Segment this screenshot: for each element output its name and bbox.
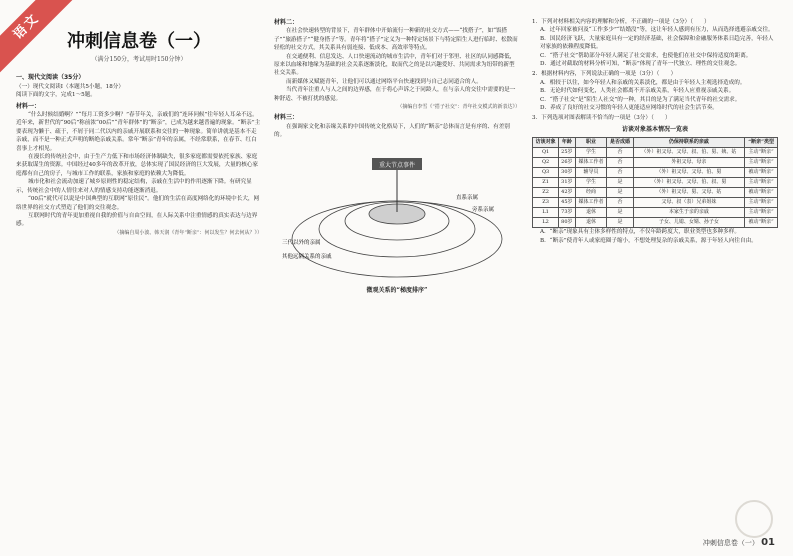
q2-option-d: D．养成了良好的社交习惯的年轻人更能适应网络时代的社会生活节奏。 — [540, 105, 718, 112]
paragraph: “00后”就代可以说是中国典型的互联网“原住民”。他们的生活在高度网络化的环境中长大，网络世界的社交方式塑造了他们的交往观念。 — [16, 196, 260, 211]
table-cell: Q1 — [533, 148, 559, 158]
table-cell: 是 — [607, 178, 633, 188]
subject-ribbon: 语文 — [0, 0, 75, 75]
table-header-row — [533, 138, 778, 148]
table-cell: （外）祖父母、父母、叔、伯、舅、姨、姑 — [633, 148, 745, 158]
header-cell: 仍保持联系的亲戚 — [633, 138, 745, 148]
table-cell: 否 — [607, 158, 633, 168]
table-cell: 是 — [607, 218, 633, 228]
table-row — [533, 178, 778, 188]
q1-option-c: C．“搭子社交”帮助部分年轻人满足了社交需求，也使他们在社交中保持适度的距离。 — [540, 52, 752, 59]
table-cell: 被动“断亲” — [745, 218, 778, 228]
q1-option-b: B．国民经济飞跃，大量家庭具有一定的经济基础，社会保障和金融服务体系日趋完善，年轻人对家族的依赖程度降低。 — [540, 35, 774, 51]
table-cell: 退休 — [575, 218, 607, 228]
table-cell: 本家生于亲的亲戚 — [633, 208, 745, 218]
question-2: 2．根据材料内容，下列说法正确的一项是（3分）（ ） — [532, 71, 677, 78]
header-cell: 访谈对象 — [533, 138, 559, 148]
table-cell: Q2 — [533, 158, 559, 168]
material-3-label: 材料三： — [274, 114, 299, 122]
label-ring1: 直系亲属 — [456, 194, 479, 201]
table-cell: 否 — [607, 148, 633, 158]
table-cell: 31岁 — [559, 178, 575, 188]
table-cell: 学生 — [575, 178, 607, 188]
table-cell: 媒体工作者 — [575, 158, 607, 168]
watermark-stamp — [735, 500, 773, 538]
table-cell: 否 — [607, 168, 633, 178]
figure-caption: 微观关系的“梯度排序” — [366, 287, 428, 295]
table-cell: 是 — [607, 188, 633, 198]
label-ring3: 三代以外的亲属 — [282, 239, 321, 246]
center-label: 重大节点事件 — [378, 161, 416, 169]
table-cell: 外祖父母、母亲 — [633, 158, 745, 168]
table-cell: 主动“断亲” — [745, 178, 778, 188]
table-cell: 73岁 — [559, 208, 575, 218]
table-cell: L2 — [533, 218, 559, 228]
table-cell: （外）祖父母、父母、伯、舅 — [633, 168, 745, 178]
table-cell: 媒体工作者 — [575, 198, 607, 208]
table-cell: 25岁 — [559, 148, 575, 158]
table-cell: 30岁 — [559, 168, 575, 178]
table-cell: 退休 — [575, 208, 607, 218]
source-note: （摘编自李雪《“搭子社交”：青年社交模式的新表达》） — [397, 104, 520, 111]
table-cell: 经商 — [575, 188, 607, 198]
table-row — [533, 148, 778, 158]
label-ring4: 其他远隔关系的亲戚 — [282, 253, 332, 260]
table-cell: Z1 — [533, 178, 559, 188]
table-cell: 主动“断亲” — [745, 158, 778, 168]
instruction: 阅读下面的文字，完成1～5题。 — [16, 92, 96, 99]
table-cell: 父母、叔（表）兄弟姐妹 — [633, 198, 745, 208]
source-note: （摘编自周小波、韩天润《青年“断亲”：何以发生？何去何从？》） — [114, 229, 262, 236]
material-2-label: 材料二： — [274, 19, 299, 26]
q1-option-d: D．通过对截取的材料分析可知，“断亲”体现了青年一代独立、理性的交往观念。 — [540, 61, 741, 68]
table-body — [533, 148, 778, 228]
table-cell: （外）祖父母、舅、父母、姑 — [633, 188, 745, 198]
table-cell: 被动“断亲” — [745, 168, 778, 178]
table-cell: 45岁 — [559, 198, 575, 208]
page-footer — [703, 537, 775, 548]
q1-option-a: A．过年回家被问及“工作多少”“结婚没”等，这让年轻人感到有压力，从而选择逃避亲戚交往。 — [540, 27, 774, 34]
table-row — [533, 208, 778, 218]
paragraph: 在强调家文化和亲缘关系的中国传统文化格局下，人们的“断亲”总体而言是有序的、有差别的。 — [274, 123, 510, 139]
relation-diagram-svg — [274, 144, 520, 284]
table-cell: 学生 — [575, 148, 607, 158]
header-cell: “断亲”类型 — [745, 138, 778, 148]
table-cell: 42岁 — [559, 188, 575, 198]
header-cell: 是否成婚 — [607, 138, 633, 148]
table-cell: 子女、儿媳、女婿、孙子女 — [633, 218, 745, 228]
table-cell: 26岁 — [559, 158, 575, 168]
table-row — [533, 168, 778, 178]
table-cell: 80岁 — [559, 218, 575, 228]
table-cell: Q3 — [533, 168, 559, 178]
table-cell: 否 — [607, 198, 633, 208]
question-1: 1．下列对材料相关内容的理解和分析，不正确的一项是（3分）（ ） — [532, 19, 710, 25]
q3-option-a: A．“断亲”现象具有主体多样性的特点，不仅年龄跨度大，职业类型也多种多样。 — [540, 229, 740, 236]
subsection-heading: （一）现代文阅读Ⅰ（本题共5小题，18分） — [16, 83, 124, 90]
table-cell: L1 — [533, 208, 559, 218]
table-cell: 是 — [607, 208, 633, 218]
table-cell: 被动“断亲” — [745, 188, 778, 198]
exam-title: 冲刺信息卷（一） — [67, 31, 211, 52]
table-row — [533, 198, 778, 208]
page-number: 01 — [761, 537, 775, 548]
table-row — [533, 218, 778, 228]
section-heading: 一、现代文阅读（35分） — [16, 74, 85, 82]
table-cell: （外）祖父母、父母、伯、叔、舅 — [633, 178, 745, 188]
table-cell: Z3 — [533, 198, 559, 208]
material-1-label: 材料一： — [16, 102, 41, 110]
paragraph: 而新媒体又赋能青年，让他们可以通过网络平台快速找到与自己志同道合的人。 — [286, 78, 482, 85]
table-cell: 主动“断亲” — [745, 148, 778, 158]
table-cell: 辅导员 — [575, 168, 607, 178]
paragraph: 当代青年注重人与人之间的边界感，在于将心声诉之于同龄人，在与亲人的交往中需要的是一种舒适、不被打扰的感觉。 — [274, 87, 516, 102]
table-row — [533, 158, 778, 168]
q2-option-c: C．“搭子社交”是“陌生人社交”的一种，其目的是为了满足当代青年的社交需求。 — [540, 96, 741, 103]
paragraph: 在交通便利、信息发达、人口快速流动的城市生活中，青年们对于邻里、社区的认同感降低，原来以血缘和地缘为基础的社会关系逐渐淡化，取而代之的是以兴趣爱好、共同需求为纽带的新型社交关系。 — [274, 53, 516, 77]
column-1 — [16, 16, 262, 237]
exam-subtitle: （满分150分，考试用时150分钟） — [91, 56, 187, 63]
paragraph: 互联网时代的青年更加重视自我的价值与自由空间，在人际关系中注重情感的真实表达与边界感。 — [16, 212, 258, 228]
table-row — [533, 188, 778, 198]
table-cell: Z2 — [533, 188, 559, 198]
q2-option-a: A．相较于以往，如今年轻人和亲戚的关系淡化，都是由于年轻人主观选择造成的。 — [540, 79, 746, 86]
label-ring2: 旁系亲属 — [472, 206, 495, 213]
column-2 — [274, 16, 520, 298]
table-caption: 访谈对象基本情况一览表 — [621, 125, 688, 133]
header-cell: 年龄 — [559, 138, 575, 148]
paragraph: 在社会快速转型的背景下，青年群体中开始流行一种新的社交方式——“找搭子”，如“饭搭子”“旅游搭子”“健身搭子”等。青年将“搭子”定义为一种特定场景下与特定陌生人进行临时、松散而轻松的社交方式，其关系具有弱连接、低成本、高效率等特点。 — [274, 28, 518, 52]
interview-table — [532, 137, 778, 228]
column-3 — [532, 16, 778, 245]
paragraph: 城市化和社会流动加速了城乡原则性的稳定结构，亲戚在生活中的作用逐渐下降。有研究显示，传统社会中的人情往来对人的情感支持功能逐渐消退。 — [16, 179, 252, 194]
table-cell: 主动“断亲” — [745, 198, 778, 208]
question-3: 3．下列选项对图表解读不恰当的一项是（3分）（ ） — [532, 115, 671, 122]
header-cell: 职业 — [575, 138, 607, 148]
q3-option-b: B．“断亲”使青年人或家庭圈子缩小，不想处理复杂的亲戚关系，源于年轻人向往自由。 — [540, 237, 757, 244]
relation-diagram — [274, 144, 520, 294]
q2-option-b: B．无论时代如何变化，人类社会都离不开亲戚关系，年轻人应重视亲戚关系。 — [540, 88, 735, 95]
paragraph: “什么时候结婚啊？”“每月工资多少啊？”春节年关，亲戚们的“连环问候”往年轻人耳朵不远。近年来，新世代的“90后”称前浓“00后”“青年群体”的“断亲”，已成为越来越普遍的现象。“断亲”主要表现为懒于、疏于，不屑于同二代以内的亲戚开展联系和交往的一种现象。简单讲就是基本不走亲戚，而不是一种正式声明的断绝亲戚关系。常年“断亲”青年的亲属，不经常联系，在春节、红白喜事上才相见。 — [16, 112, 261, 152]
table-cell: 主动“断亲” — [745, 208, 778, 218]
paragraph: 在漫长的传统社会中，由于生产力低下和市场经济体制缺失，很多家庭都需要依托家族、家庭来获取谋生的资源。中国经过40多年的改革开放，总体实现了国民经济的巨大发展，大量的核心家庭都有自己的房子，与城市工作的联系，家族和家庭的依赖大为降低。 — [16, 154, 259, 177]
footer-label: 冲刺信息卷（一） — [702, 539, 759, 547]
